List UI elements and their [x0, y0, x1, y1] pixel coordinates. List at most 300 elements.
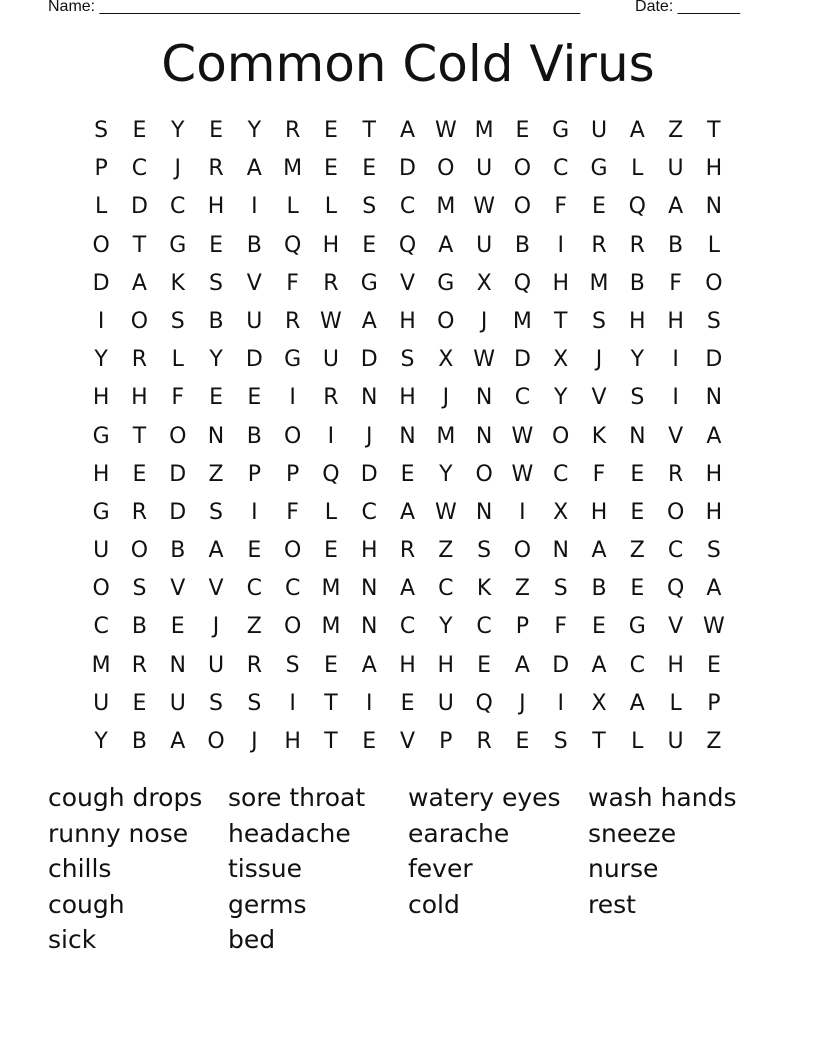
grid-cell: T	[553, 308, 568, 334]
grid-row	[82, 303, 733, 341]
word-list-item: tissue	[228, 854, 303, 883]
word-list-item: fever	[408, 854, 473, 883]
grid-cell: G	[92, 423, 110, 449]
grid-cell: T	[362, 118, 376, 143]
grid-cell: S	[94, 118, 109, 143]
grid-cell: A	[629, 690, 645, 716]
word-list-item: sore throat	[228, 783, 366, 812]
grid-cell: H	[705, 499, 723, 525]
grid-cell: Q	[513, 270, 532, 296]
grid-cell: S	[477, 538, 492, 564]
grid-cell: B	[591, 576, 607, 602]
grid-row	[82, 532, 733, 570]
grid-cell: L	[631, 729, 644, 754]
grid-cell: A	[361, 308, 377, 334]
grid-cell: L	[324, 194, 338, 220]
grid-cell: W	[434, 499, 457, 525]
grid-cell: O	[666, 499, 685, 525]
grid-cell: R	[629, 232, 645, 258]
grid-cell: P	[439, 729, 453, 754]
grid-cell: O	[207, 729, 225, 754]
grid-cell: S	[553, 729, 568, 754]
grid-cell: D	[552, 652, 570, 678]
grid-cell: N	[629, 423, 646, 449]
grid-cell: T	[324, 690, 338, 716]
grid-cell: Y	[94, 347, 108, 373]
grid-cell: R	[323, 385, 339, 411]
grid-cell: J	[480, 308, 488, 334]
grid-cell: G	[360, 270, 378, 296]
grid-cell: J	[365, 423, 373, 449]
grid-cell: U	[590, 118, 608, 143]
grid-cell: O	[437, 308, 455, 334]
grid-cell: N	[475, 499, 493, 525]
word-list-item: cough	[48, 889, 125, 919]
grid-cell: W	[511, 423, 534, 449]
grid-cell: B	[629, 270, 645, 296]
grid-cell: N	[552, 538, 569, 564]
grid-cell: E	[515, 729, 530, 754]
grid-cell: Y	[94, 729, 108, 754]
grid-cell: Y	[630, 347, 645, 373]
grid-cell: X	[438, 347, 454, 373]
grid-cell: E	[323, 538, 338, 564]
grid-cell: Z	[246, 614, 262, 640]
grid-cell: H	[92, 461, 110, 487]
grid-cell: H	[399, 652, 416, 678]
grid-cell: I	[251, 499, 258, 525]
grid-cell: P	[94, 156, 108, 182]
grid-cell: E	[323, 156, 338, 182]
grid-cell: W	[434, 118, 457, 143]
grid-cell: E	[247, 385, 262, 411]
grid-cell: H	[322, 232, 340, 258]
grid-cell: S	[553, 576, 568, 602]
grid-cell: V	[668, 423, 684, 449]
grid-cell: E	[170, 614, 185, 640]
grid-cell: O	[705, 270, 723, 296]
grid-row	[82, 723, 733, 761]
word-list-item: bed	[228, 925, 276, 954]
grid-cell: S	[247, 690, 262, 716]
grid-cell: J	[519, 690, 526, 716]
grid-row	[82, 456, 733, 494]
grid-cell: H	[667, 652, 684, 678]
grid-cell: O	[92, 576, 110, 602]
grid-cell: G	[284, 347, 302, 373]
grid-cell: A	[591, 652, 607, 678]
grid-cell: Z	[706, 729, 722, 754]
grid-cell: F	[554, 194, 568, 220]
grid-cell: D	[92, 270, 110, 296]
grid-cell: N	[169, 652, 186, 678]
grid-cell: Q	[322, 461, 340, 487]
grid-cell: A	[438, 232, 454, 258]
date-field-line: Date: _______	[635, 0, 740, 15]
word-list-item: runny nose	[48, 818, 189, 848]
grid-cell: O	[130, 538, 149, 564]
grid-cell: P	[515, 614, 530, 640]
grid-cell: O	[513, 156, 532, 182]
grid-cell: M	[321, 614, 341, 640]
grid-cell: E	[630, 499, 645, 525]
grid-cell: M	[512, 308, 532, 334]
grid-cell: H	[667, 308, 684, 334]
grid-cell: E	[630, 461, 645, 487]
grid-cell: I	[672, 385, 679, 411]
grid-cell: I	[289, 690, 296, 716]
grid-cell: X	[476, 270, 492, 296]
grid-cell: P	[707, 690, 721, 716]
grid-cell: A	[399, 499, 416, 525]
grid-cell: W	[511, 461, 534, 487]
grid-cell: X	[591, 690, 607, 716]
grid-cell: O	[130, 308, 149, 334]
grid-cell: C	[629, 652, 645, 678]
grid-row	[82, 418, 733, 456]
grid-cell: B	[170, 538, 186, 564]
grid-cell: H	[705, 156, 723, 182]
grid-cell: N	[207, 423, 225, 449]
grid-cell: I	[365, 690, 373, 716]
grid-cell: F	[592, 461, 606, 487]
grid-cell: S	[209, 499, 224, 525]
grid-row	[82, 150, 733, 188]
grid-row	[82, 227, 733, 265]
grid-cell: U	[476, 232, 493, 258]
grid-cell: U	[476, 156, 493, 182]
grid-cell: D	[513, 347, 531, 373]
word-list-item: sick	[48, 925, 97, 954]
grid-cell: J	[251, 729, 258, 754]
grid-cell: E	[706, 652, 721, 678]
grid-cell: D	[360, 347, 378, 373]
grid-cell: R	[399, 538, 416, 564]
grid-cell: S	[706, 308, 721, 334]
grid-cell: Y	[439, 461, 453, 487]
grid-cell: G	[169, 232, 187, 258]
grid-cell: L	[631, 156, 644, 182]
grid-cell: R	[131, 347, 148, 373]
grid-cell: U	[93, 538, 110, 564]
grid-cell: E	[362, 729, 377, 754]
grid-cell: D	[169, 499, 187, 525]
grid-cell: C	[361, 499, 377, 525]
grid-cell: E	[323, 118, 338, 143]
grid-row	[82, 265, 733, 303]
grid-cell: B	[208, 308, 224, 334]
grid-cell: R	[208, 156, 224, 182]
grid-cell: V	[246, 270, 262, 296]
grid-cell: J	[174, 156, 181, 182]
grid-cell: S	[592, 308, 606, 334]
grid-cell: C	[170, 194, 186, 220]
grid-cell: H	[131, 385, 148, 411]
grid-cell: S	[706, 538, 721, 564]
grid-cell: K	[591, 423, 607, 449]
grid-cell: Z	[668, 118, 684, 143]
grid-row	[82, 341, 733, 379]
grid-cell: E	[209, 118, 223, 143]
grid-cell: A	[668, 194, 684, 220]
grid-row	[82, 188, 733, 226]
grid-cell: C	[399, 194, 416, 220]
grid-cell: E	[247, 538, 262, 564]
grid-cell: F	[171, 385, 185, 411]
grid-cell: V	[170, 576, 186, 602]
grid-cell: A	[246, 156, 262, 182]
grid-cell: O	[169, 423, 187, 449]
grid-cell: I	[672, 347, 679, 373]
grid-cell: B	[514, 232, 530, 258]
grid-cell: Y	[439, 614, 453, 640]
grid-cell: E	[477, 652, 492, 678]
grid-cell: G	[92, 499, 110, 525]
grid-cell: M	[589, 270, 609, 296]
grid-cell: A	[514, 652, 530, 678]
word-list-item: rest	[588, 889, 636, 919]
grid-cell: N	[360, 576, 378, 602]
grid-cell: Q	[628, 194, 646, 220]
grid-cell: H	[360, 538, 378, 564]
grid-cell: Z	[514, 576, 530, 602]
grid-cell: T	[324, 729, 338, 754]
grid-cell: H	[92, 385, 110, 411]
grid-cell: U	[246, 308, 263, 334]
grid-cell: W	[703, 614, 725, 640]
grid-cell: H	[629, 308, 646, 334]
grid-cell: D	[399, 156, 416, 182]
grid-cell: B	[246, 232, 262, 258]
grid-cell: O	[283, 423, 302, 449]
grid-cell: R	[246, 652, 262, 678]
grid-row	[82, 685, 733, 723]
grid-cell: P	[247, 461, 261, 487]
grid-cell: H	[399, 385, 416, 411]
grid-cell: Q	[666, 576, 685, 602]
grid-cell: Z	[208, 461, 224, 487]
grid-cell: G	[628, 614, 646, 640]
grid-cell: J	[442, 385, 450, 411]
grid-cell: A	[591, 538, 607, 564]
grid-cell: L	[324, 499, 338, 525]
name-field-line: Name: ______________________________________________________	[48, 0, 581, 15]
grid-cell: F	[554, 614, 568, 640]
grid-cell: I	[97, 308, 105, 334]
grid-cell: M	[436, 423, 456, 449]
grid-cell: A	[170, 729, 186, 754]
grid-cell: M	[283, 156, 303, 182]
grid-cell: C	[553, 461, 569, 487]
grid-row	[82, 494, 733, 532]
grid-cell: E	[362, 156, 377, 182]
grid-cell: N	[360, 614, 378, 640]
word-list-item: cough drops	[48, 783, 203, 812]
grid-cell: B	[131, 729, 147, 754]
grid-cell: E	[630, 576, 645, 602]
grid-cell: T	[132, 423, 147, 449]
grid-cell: A	[131, 270, 147, 296]
word-list-item: nurse	[588, 854, 659, 883]
grid-cell: S	[170, 308, 185, 334]
grid-cell: X	[553, 347, 569, 373]
grid-cell: J	[595, 347, 603, 373]
grid-cell: S	[400, 347, 415, 373]
grid-cell: F	[286, 270, 299, 296]
page-title: Common Cold Virus	[161, 35, 655, 93]
grid-cell: O	[513, 194, 532, 220]
grid-cell: D	[245, 347, 263, 373]
grid-cell: E	[132, 690, 147, 716]
grid-cell: F	[669, 270, 682, 296]
grid-cell: R	[284, 118, 301, 143]
grid-cell: E	[400, 690, 415, 716]
grid-cell: W	[320, 308, 342, 334]
grid-cell: O	[475, 461, 493, 487]
grid-cell: Y	[553, 385, 568, 411]
grid-cell: S	[209, 690, 224, 716]
grid-cell: Q	[398, 232, 417, 258]
word-list-item: chills	[48, 854, 112, 883]
grid-cell: L	[171, 347, 184, 373]
grid-cell: C	[667, 538, 684, 564]
grid-cell: A	[706, 576, 722, 602]
grid-cell: G	[437, 270, 455, 296]
word-list-item: watery eyes	[408, 783, 561, 812]
grid-cell: E	[209, 232, 223, 258]
grid-cell: K	[170, 270, 185, 296]
grid-cell: T	[592, 729, 606, 754]
grid-cell: E	[132, 461, 147, 487]
grid-cell: A	[208, 538, 224, 564]
grid-cell: I	[289, 385, 296, 411]
word-list-item: cold	[408, 889, 460, 919]
grid-cell: M	[436, 194, 456, 220]
grid-cell: L	[707, 232, 721, 258]
grid-cell: D	[130, 194, 148, 220]
grid-cell: W	[473, 194, 495, 220]
word-list-item: germs	[228, 889, 307, 919]
grid-cell: O	[283, 538, 302, 564]
grid-cell: H	[284, 729, 301, 754]
grid-cell: M	[91, 652, 111, 678]
grid-cell: G	[552, 118, 570, 143]
grid-cell: N	[399, 423, 416, 449]
grid-cell: E	[592, 194, 606, 220]
grid-cell: E	[209, 385, 223, 411]
grid-cell: H	[399, 308, 416, 334]
grid-cell: U	[667, 156, 684, 182]
grid-cell: U	[667, 729, 684, 754]
grid-cell: W	[473, 347, 495, 373]
grid-cell: P	[285, 461, 300, 487]
grid-cell: Z	[438, 538, 454, 564]
grid-cell: I	[519, 499, 526, 525]
grid-cell: E	[132, 118, 147, 143]
grid-cell: V	[668, 614, 684, 640]
grid-cell: C	[438, 576, 454, 602]
grid-cell: D	[360, 461, 378, 487]
grid-cell: I	[327, 423, 335, 449]
grid-cell: L	[669, 690, 682, 716]
grid-cell: B	[131, 614, 147, 640]
grid-cell: U	[322, 347, 339, 373]
grid-cell: L	[95, 194, 108, 220]
grid-cell: Y	[171, 118, 185, 143]
grid-cell: O	[552, 423, 570, 449]
grid-cell: R	[591, 232, 607, 258]
grid-cell: U	[207, 652, 225, 678]
grid-cell: N	[360, 385, 378, 411]
word-list-item: earache	[408, 818, 510, 848]
grid-cell: S	[630, 385, 645, 411]
grid-cell: Q	[283, 232, 302, 258]
grid-cell: U	[93, 690, 110, 716]
word-list-item: headache	[228, 818, 351, 848]
grid-cell: A	[399, 118, 416, 143]
grid-cell: J	[212, 614, 220, 640]
grid-cell: N	[705, 194, 723, 220]
grid-cell: G	[590, 156, 608, 182]
grid-cell: E	[400, 461, 415, 487]
grid-cell: A	[399, 576, 416, 602]
grid-cell: Y	[247, 118, 262, 143]
grid-cell: A	[706, 423, 722, 449]
grid-cell: I	[557, 690, 564, 716]
grid-cell: C	[476, 614, 492, 640]
grid-cell: O	[437, 156, 455, 182]
grid-cell: C	[553, 156, 569, 182]
grid-cell: O	[92, 232, 110, 258]
grid-cell: K	[476, 576, 492, 602]
grid-cell: I	[557, 232, 564, 258]
grid-row	[82, 570, 733, 608]
grid-cell: T	[707, 118, 721, 143]
grid-cell: I	[251, 194, 258, 220]
grid-cell: D	[169, 461, 187, 487]
grid-cell: Y	[209, 347, 223, 373]
grid-cell: E	[592, 614, 606, 640]
grid-row	[82, 112, 733, 150]
grid-cell: R	[284, 308, 301, 334]
grid-cell: S	[209, 270, 224, 296]
grid-cell: E	[362, 232, 377, 258]
grid-cell: N	[475, 385, 493, 411]
grid-cell: C	[514, 385, 531, 411]
grid-cell: R	[131, 652, 148, 678]
grid-cell: R	[667, 461, 684, 487]
grid-cell: S	[132, 576, 147, 602]
grid-cell: R	[476, 729, 492, 754]
grid-cell: M	[321, 576, 341, 602]
grid-cell: H	[705, 461, 723, 487]
grid-cell: U	[437, 690, 454, 716]
grid-cell: S	[285, 652, 300, 678]
grid-cell: V	[208, 576, 224, 602]
grid-cell: C	[131, 156, 148, 182]
word-list	[48, 780, 768, 958]
grid-cell: C	[246, 576, 263, 602]
grid-cell: V	[591, 385, 607, 411]
grid-cell: N	[475, 423, 493, 449]
grid-cell: H	[590, 499, 608, 525]
grid-cell: B	[246, 423, 262, 449]
grid-cell: H	[207, 194, 225, 220]
grid-cell: R	[323, 270, 339, 296]
grid-cell: L	[286, 194, 299, 220]
grid-cell: X	[553, 499, 569, 525]
grid-cell: C	[93, 614, 109, 640]
